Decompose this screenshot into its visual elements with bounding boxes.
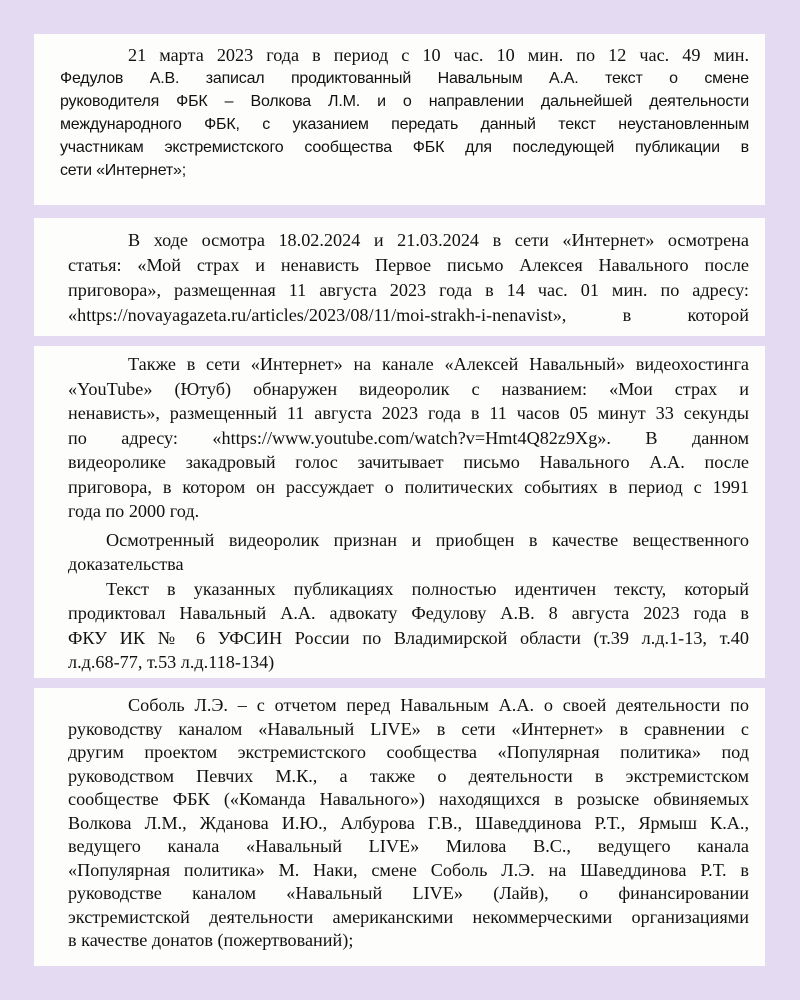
paragraph-line: Также в сети «Интернет» на канале «Алексей Навальный» видеохостинга xyxy=(128,354,749,374)
paragraph-line: экстремистской деятельности американскими некоммерческими организациями xyxy=(68,906,749,927)
paragraph-line: ненависть», размещенный 11 августа 2023 года в 11 часов 05 минут 33 секунды xyxy=(68,403,749,423)
document-excerpt-3 xyxy=(34,346,765,678)
paragraph-line: международного ФБК, с указанием передать данный текст неустановленным xyxy=(60,116,749,133)
paragraph-line: руководстве каналом «Навальный LIVE» (Лайв), о финансировании xyxy=(68,883,749,903)
paragraph-line: года по 2000 год. xyxy=(68,501,200,521)
paragraph-line: «YouTube» (Ютуб) обнаружен видеоролик с названием: «Мои страх и xyxy=(68,378,749,399)
paragraph-line: приговора», размещенная 11 августа 2023 года в 14 час. 01 мин. по адресу: xyxy=(68,280,749,300)
paragraph-line: продиктовал Навальный А.А. адвокату Федулову А.В. 8 августа 2023 года в xyxy=(68,603,749,623)
paragraph-line: 21 марта 2023 года в период с 10 час. 10 мин. по 12 час. 49 мин. xyxy=(128,45,749,65)
paragraph-line: приговора, в котором он рассуждает о политических событиях в период с 1991 xyxy=(68,476,749,497)
paragraph-line: доказательства xyxy=(68,554,184,574)
paragraph-line: Соболь Л.Э. – с отчетом перед Навальным А.А. о своей деятельности по xyxy=(128,695,749,715)
document-excerpt-2 xyxy=(34,218,765,336)
paragraph-line: по адресу: «https://www.youtube.com/watch?v=Hmt4Q82z9Xg». В данном xyxy=(68,427,749,448)
paragraph-line: руководством Певчих М.К., а также о деятельности в экстремистском xyxy=(68,765,749,786)
paragraph-line: В ходе осмотра 18.02.2024 и 21.03.2024 в сети «Интернет» осмотрена xyxy=(128,230,749,250)
paragraph-line: «Популярная политика» М. Наки, смене Соболь Л.Э. на Шаведдинова Р.Т. в xyxy=(68,859,749,880)
document-excerpt-1 xyxy=(34,34,765,205)
paragraph-line: другим проектом экстремистского сообщества «Популярная политика» под xyxy=(68,742,749,762)
paragraph-line: руководству каналом «Навальный LIVE» в сети «Интернет» в сравнении с xyxy=(68,718,749,739)
paragraph-line: видеоролике закадровый голос зачитывает письмо Навального А.А. после xyxy=(68,452,749,472)
document-excerpt-4 xyxy=(34,688,765,966)
paragraph-line: Текст в указанных публикациях полностью идентичен тексту, который xyxy=(106,578,749,599)
paragraph-line: л.д.68-77, т.53 л.д.118-134) xyxy=(68,652,275,672)
paragraph-line: Волкова Л.М., Жданова И.Ю., Албурова Г.В., Шаведдинова Р.Т., Ярмыш К.А., xyxy=(68,812,749,833)
paragraph-line: сообществе ФБК («Команда Навального») находящихся в розыске обвиняемых xyxy=(68,789,749,809)
paragraph-line: Осмотренный видеоролик признан и приобщен в качестве вещественного xyxy=(106,529,749,550)
paragraph-line: ведущего канала «Навальный LIVE» Милова В.С., ведущего канала xyxy=(68,836,749,856)
paragraph-line: сети «Интернет»; xyxy=(60,162,186,179)
paragraph-line: участникам экстремистского сообщества ФБК для последующей публикации в xyxy=(60,139,749,156)
paragraph-line: руководителя ФБК – Волкова Л.М. и о направлении дальнейшей деятельности xyxy=(60,93,749,110)
paragraph-line: ФКУ ИК № 6 УФСИН России по Владимирской области (т.39 л.д.1-13, т.40 xyxy=(68,627,749,648)
paragraph-line: «https://novayagazeta.ru/articles/2023/08/11/moi-strakh-i-nenavist», в которой xyxy=(68,305,749,325)
paragraph-line: в качестве донатов (пожертвований); xyxy=(68,930,354,950)
paragraph-line: Федулов А.В. записал продиктованный Навальным А.А. текст о смене xyxy=(60,70,749,87)
paragraph-line: статья: «Мой страх и ненависть Первое письмо Алексея Навального после xyxy=(68,255,749,275)
